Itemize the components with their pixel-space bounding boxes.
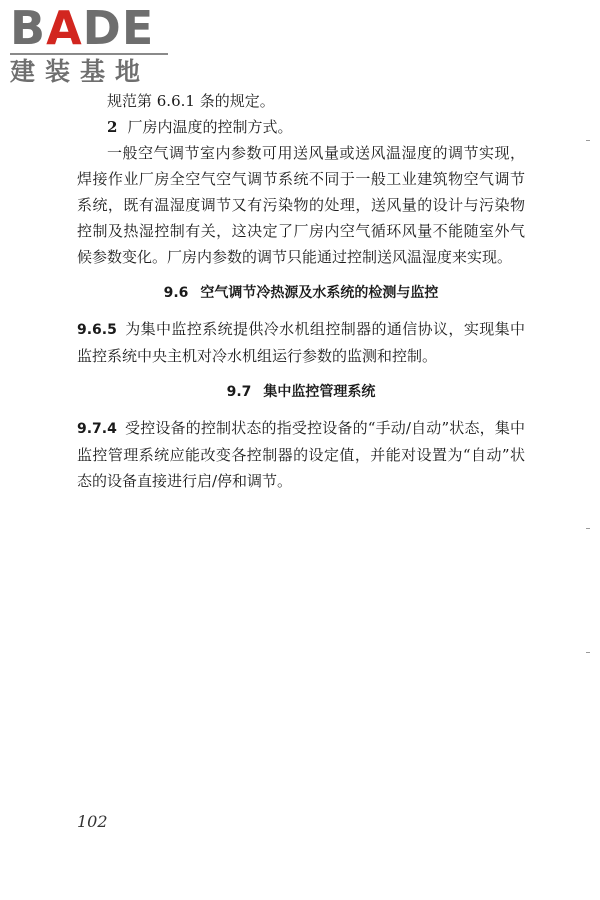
clause-9-6-5 — [77, 316, 525, 369]
paragraph-body: 一般空气调节室内参数可用送风量或送风温湿度的调节实现，焊接作业厂房全空气空气调节系统不同于一般工业建筑物空气调节系统，既有温湿度调节又有污染物的处理，送风量的设计与污染物控制及热湿控制有关，这决定了厂房内空气循环风量不能随室外气候参数变化。厂房内参数的调节只能通过控制送风温湿度来实现。 — [77, 144, 525, 266]
section-title: 集中监控管理系统 — [263, 384, 376, 400]
page-number: 102 — [77, 812, 108, 831]
section-number: 9.6 — [163, 285, 189, 301]
list-item-number: 2 — [107, 118, 118, 136]
clause-text: 为集中监控系统提供冷水机组控制器的通信协议，实现集中监控系统中央主机对冷水机组运行参数的监测和控制。 — [77, 320, 525, 365]
clause-9-7-4 — [77, 415, 525, 494]
scan-edge-mark — [586, 140, 590, 141]
section-title: 空气调节冷热源及水系统的检测与监控 — [200, 285, 439, 301]
document-body — [77, 88, 525, 494]
clause-number: 9.6.5 — [77, 322, 117, 338]
list-item-2 — [77, 114, 525, 140]
logo-chinese-text: 建装基地 — [10, 57, 151, 86]
scan-edge-mark — [586, 652, 590, 653]
list-item-text: 厂房内温度的控制方式。 — [127, 118, 293, 136]
clause-number: 9.7.4 — [77, 421, 117, 437]
section-heading-9-6 — [77, 280, 525, 306]
bade-logo — [10, 1, 180, 90]
section-heading-9-7 — [77, 379, 525, 405]
scan-edge-mark — [586, 528, 590, 529]
logo-latin-text: BADE — [10, 1, 155, 55]
paragraph-continuation: 规范第 6.6.1 条的规定。 — [107, 92, 275, 110]
logo-accent-letter: A — [46, 1, 83, 55]
clause-text: 受控设备的控制状态的指受控设备的“手动/自动”状态，集中监控管理系统应能改变各控制器的设定值，并能对设置为“自动”状态的设备直接进行启/停和调节。 — [77, 419, 525, 490]
section-number: 9.7 — [226, 384, 252, 400]
